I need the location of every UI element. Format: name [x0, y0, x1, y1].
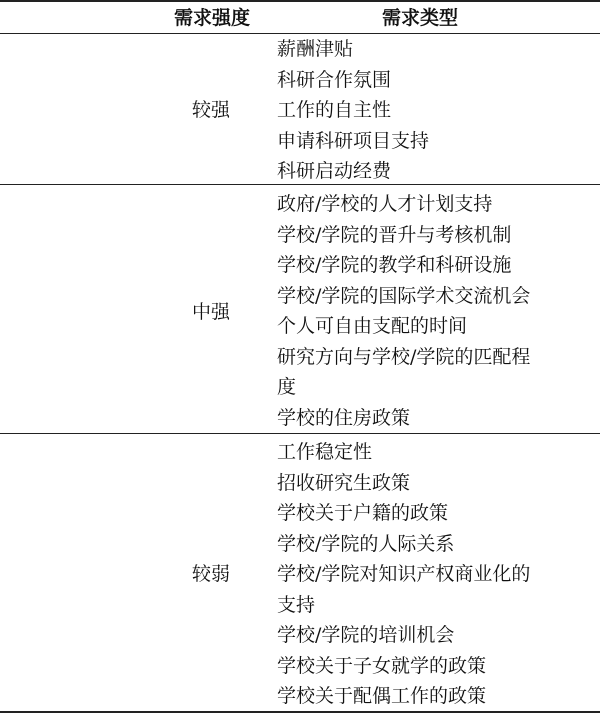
list-item: 学校/学院的晋升与考核机制 — [277, 223, 512, 246]
level-strong: 较强 — [192, 99, 231, 121]
list-item: 学校关于户籍的政策 — [277, 502, 449, 524]
list-item: 科研合作氛围 — [277, 68, 392, 91]
list-item: 学校/学院的教学和科研设施 — [277, 254, 512, 276]
header-demand-type: 需求类型 — [382, 7, 459, 29]
list-item: 政府/学校的人才计划支持 — [277, 193, 493, 215]
group-strong-items — [277, 34, 567, 187]
level-weak: 较弱 — [192, 563, 231, 585]
bottom-rule — [0, 711, 600, 713]
list-item: 学校的住房政策 — [277, 406, 411, 429]
list-item: 研究方向与学校/学院的匹配程 — [277, 345, 531, 368]
list-item: 学校关于配偶工作的政策 — [277, 685, 487, 707]
header-demand-strength: 需求强度 — [174, 7, 251, 29]
level-medium: 中强 — [192, 301, 231, 323]
list-item: 度 — [277, 376, 297, 398]
list-item: 支持 — [277, 593, 316, 616]
list-item: 科研启动经费 — [277, 160, 392, 182]
list-item: 个人可自由支配的时间 — [277, 315, 468, 337]
group-weak-items — [277, 437, 567, 712]
list-item: 招收研究生政策 — [277, 471, 411, 494]
top-rule — [0, 0, 600, 2]
group-divider — [0, 433, 600, 434]
list-item: 申请科研项目支持 — [277, 129, 430, 152]
list-item: 学校关于子女就学的政策 — [277, 654, 487, 677]
list-item: 工作的自主性 — [277, 99, 392, 121]
list-item: 薪酬津贴 — [277, 38, 354, 60]
list-item: 学校/学院的培训机会 — [277, 624, 455, 646]
list-item: 工作稳定性 — [277, 441, 373, 463]
group-medium-items — [277, 189, 567, 433]
list-item: 学校/学院对知识产权商业化的 — [277, 563, 531, 585]
list-item: 学校/学院的国际学术交流机会 — [277, 284, 531, 307]
list-item: 学校/学院的人际关系 — [277, 532, 455, 555]
group-divider — [0, 184, 600, 185]
